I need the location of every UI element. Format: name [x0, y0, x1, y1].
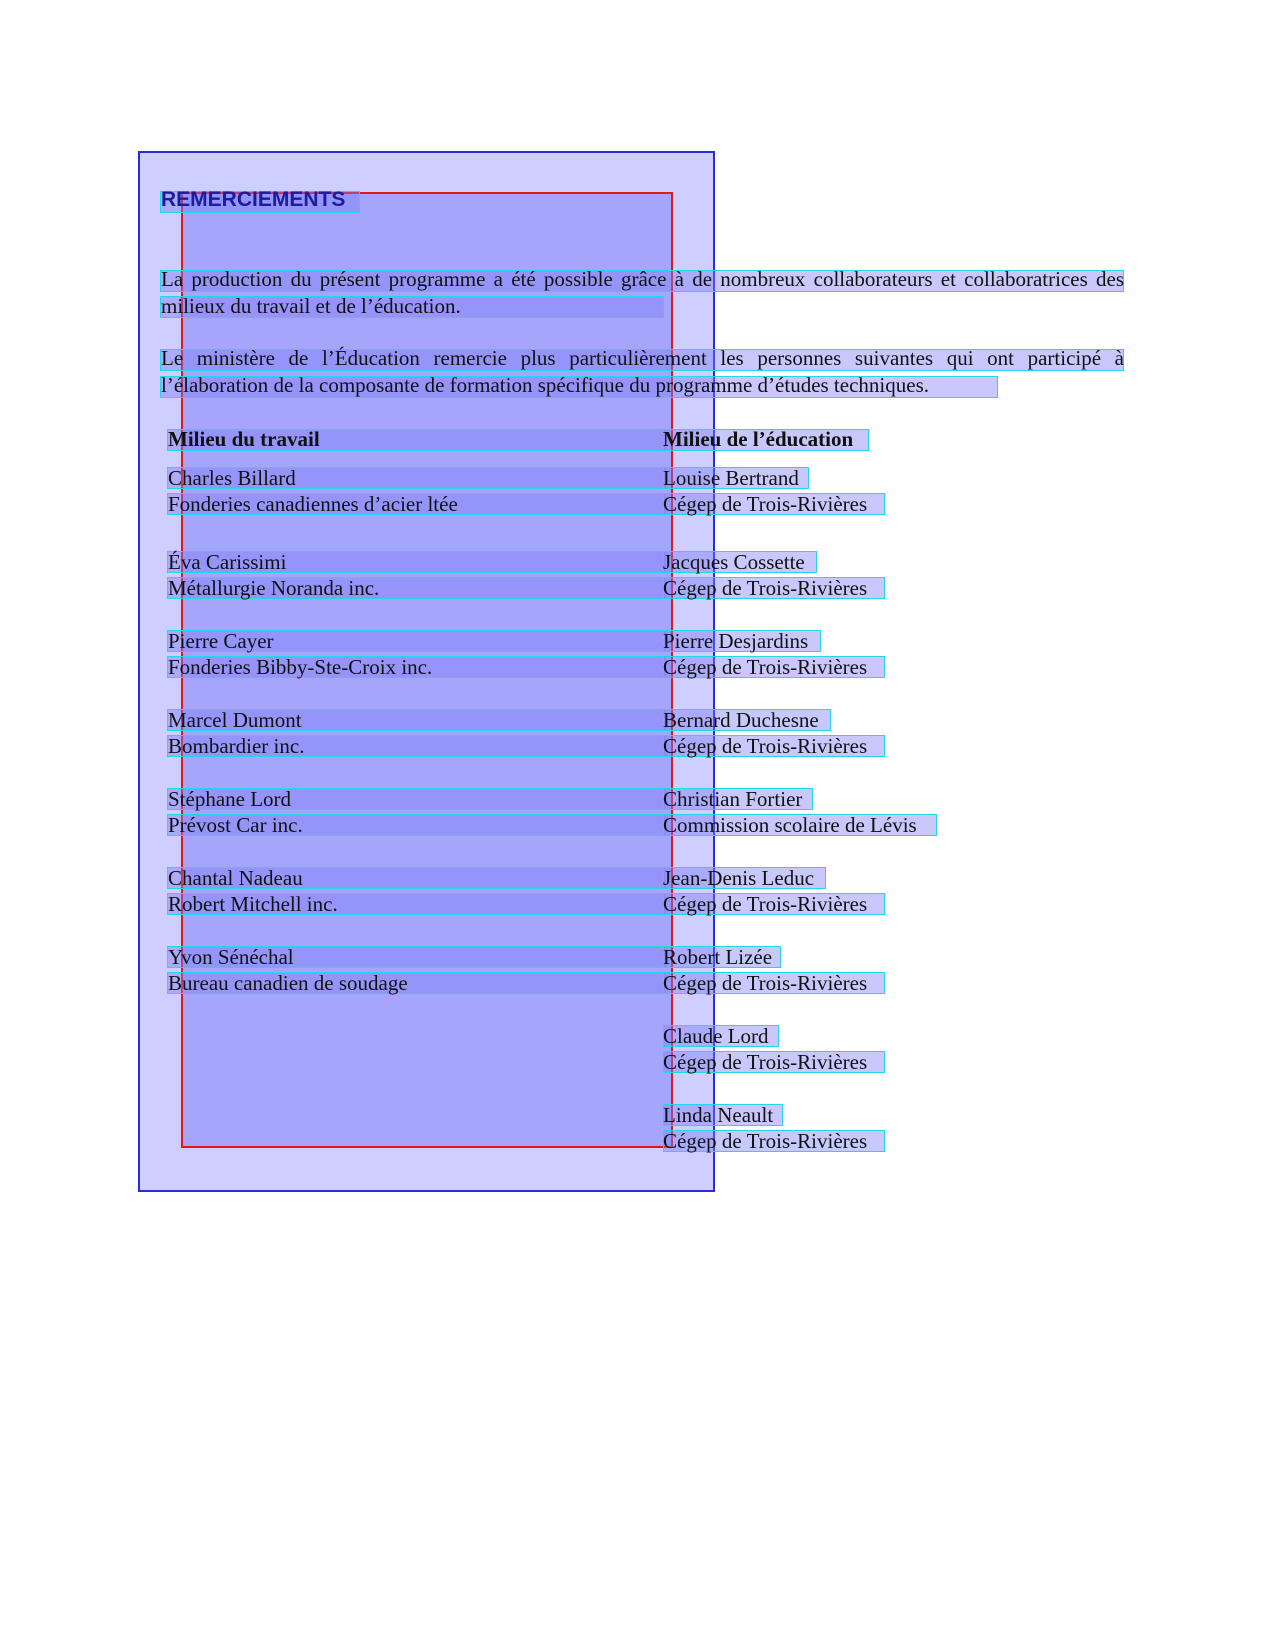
- education-entry-name: Jacques Cossette: [663, 550, 805, 574]
- work-entry-org: Fonderies canadiennes d’acier ltée: [168, 492, 458, 516]
- education-entry-name: Claude Lord: [663, 1024, 769, 1048]
- education-entry-name: Linda Neault: [663, 1103, 774, 1127]
- work-column-heading: Milieu du travail: [168, 427, 320, 451]
- education-entry-org: Cégep de Trois-Rivières: [663, 734, 868, 758]
- work-entry-name: Pierre Cayer: [168, 629, 274, 653]
- work-entry-name: Stéphane Lord: [168, 787, 292, 811]
- work-entry-name: Marcel Dumont: [168, 708, 302, 732]
- education-entry-org: Cégep de Trois-Rivières: [663, 1129, 868, 1153]
- education-entry-org: Cégep de Trois-Rivières: [663, 892, 868, 916]
- education-entry-org: Commission scolaire de Lévis: [663, 813, 917, 837]
- work-entry-name: Éva Carissimi: [168, 550, 287, 574]
- work-entry-org: Bureau canadien de soudage: [168, 971, 408, 995]
- education-entry-name: Christian Fortier: [663, 787, 803, 811]
- education-entry-org: Cégep de Trois-Rivières: [663, 576, 868, 600]
- education-entry-org: Cégep de Trois-Rivières: [663, 655, 868, 679]
- work-entry-org: Bombardier inc.: [168, 734, 305, 758]
- work-entry-org: Robert Mitchell inc.: [168, 892, 338, 916]
- education-entry-org: Cégep de Trois-Rivières: [663, 1050, 868, 1074]
- page-title: REMERCIEMENTS: [161, 188, 346, 211]
- work-entry-org: Prévost Car inc.: [168, 813, 303, 837]
- education-entry-org: Cégep de Trois-Rivières: [663, 492, 868, 516]
- education-entry-name: Robert Lizée: [663, 945, 773, 969]
- education-entry-org: Cégep de Trois-Rivières: [663, 971, 868, 995]
- intro-paragraph-1: La production du présent programme a été possible grâce à de nombreux collaborateurs et collaboratrices des milieux du travail et de l’éducation.: [161, 267, 1124, 318]
- education-entry-name: Jean-Denis Leduc: [663, 866, 815, 890]
- education-entry-name: Louise Bertrand: [663, 466, 799, 490]
- work-entry-org: Métallurgie Noranda inc.: [168, 576, 380, 600]
- work-entry-name: Charles Billard: [168, 466, 296, 490]
- education-entry-name: Pierre Desjardins: [663, 629, 809, 653]
- work-entry-name: Yvon Sénéchal: [168, 945, 294, 969]
- work-entry-name: Chantal Nadeau: [168, 866, 303, 890]
- intro-paragraph-2: Le ministère de l’Éducation remercie plus particulièrement les personnes suivantes qui ont participé à l’élaboration de la composante de formation spécifique du programme d’études techniques.: [161, 346, 1124, 397]
- education-entry-name: Bernard Duchesne: [663, 708, 819, 732]
- education-column-heading: Milieu de l’éducation: [663, 427, 854, 451]
- work-entry-org: Fonderies Bibby-Ste-Croix inc.: [168, 655, 433, 679]
